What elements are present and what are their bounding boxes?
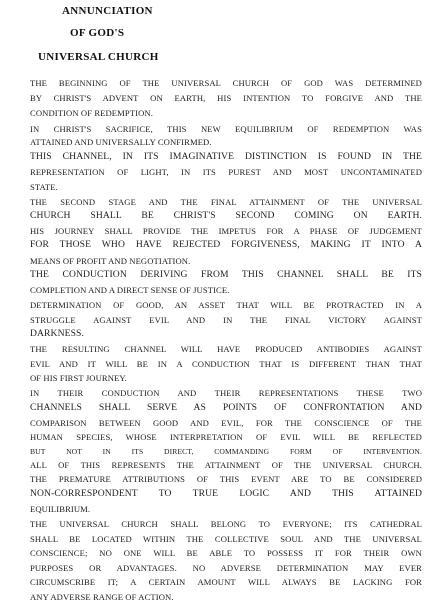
body-line: CHANNELS SHALL SERVE AS POINTS OF CONFRONTATION AND (30, 403, 422, 413)
body-line: THE UNIVERSAL CHURCH SHALL BELONG TO EVERYONE; ITS CATHEDRAL (30, 519, 422, 529)
body-line: THIS CHANNEL, IN ITS IMAGINATIVE DISTINCTION IS FOUND IN THE (30, 152, 422, 162)
body-line: BUT NOT IN ITS DIRECT, COMMANDING FORM OF INTERVENTION. (30, 447, 422, 456)
body-line: CONSCIENCE; NO ONE WILL BE ABLE TO POSSESS IT FOR THEIR OWN (30, 548, 422, 558)
title-line-2: OF GOD'S (70, 27, 125, 39)
body-line: ALL OF THIS REPRESENTS THE ATTAINMENT OF THE UNIVERSAL CHURCH. (30, 460, 422, 470)
body-line: EVIL AND IT WILL BE IN A CONDUCTION THAT IS DIFFERENT THAN THAT (30, 359, 422, 369)
body-line: THE PREMATURE ATTRIBUTIONS OF THIS EVENT ARE TO BE CONSIDERED (30, 474, 422, 484)
body-line: THE SECOND STAGE AND THE FINAL ATTAINMENT OF THE UNIVERSAL (30, 197, 422, 207)
body-line: CHURCH SHALL BE CHRIST'S SECOND COMING ON EARTH. (30, 211, 422, 221)
body-line: THE BEGINNING OF THE UNIVERSAL CHURCH OF GOD WAS DETERMINED (30, 78, 422, 88)
body-line: DARKNESS. (30, 329, 84, 339)
body-line: STRUGGLE AGAINST EVIL AND IN THE FINAL VICTORY AGAINST (30, 315, 422, 325)
body-line: MEANS OF PROFIT AND NEGOTIATION. (30, 256, 191, 266)
title-line-1: ANNUNCIATION (62, 5, 153, 17)
body-line: REPRESENTATION OF LIGHT, IN ITS PUREST AND MOST UNCONTAMINATED (30, 167, 422, 177)
body-line: DETERMINATION OF GOOD, AN ASSET THAT WILL BE PROTRACTED IN A (30, 300, 422, 310)
body-line: SHALL BE LOCATED WITHIN THE COLLECTIVE SOUL AND THE UNIVERSAL (30, 534, 422, 544)
body-line: THE CONDUCTION DERIVING FROM THIS CHANNEL SHALL BE ITS (30, 270, 422, 280)
body-line: NON-CORRESPONDENT TO TRUE LOGIC AND THIS ATTAINED (30, 489, 422, 499)
body-line: THE RESULTING CHANNEL WILL HAVE PRODUCED ANTIBODIES AGAINST (30, 344, 422, 354)
body-line: CIRCUMSCRIBE IT; A CERTAIN AMOUNT WILL ALWAYS BE LACKING FOR (30, 577, 422, 587)
body-line: HUMAN SPECIES, WHOSE INTERPRETATION OF EVIL WILL BE REFLECTED (30, 432, 422, 442)
body-line: IN CHRIST'S SACRIFICE, THIS NEW EQUILIBRIUM OF REDEMPTION WAS (30, 124, 422, 134)
body-line: FOR THOSE WHO HAVE REJECTED FORGIVENESS, MAKING IT INTO A (30, 240, 422, 250)
document-title (0, 0, 440, 70)
body-line: COMPLETION AND A DIRECT SENSE OF JUSTICE. (30, 285, 230, 295)
body-line: OF HIS FIRST JOURNEY. (30, 373, 127, 383)
title-line-3: UNIVERSAL CHURCH (38, 51, 159, 63)
body-line: BY CHRIST'S ADVENT ON EARTH, HIS INTENTION TO FORGIVE AND THE (30, 93, 422, 103)
body-line: STATE. (30, 182, 58, 192)
body-line: COMPARISON BETWEEN GOOD AND EVIL, FOR THE CONSCIENCE OF THE (30, 418, 422, 428)
body-line: IN THEIR CONDUCTION AND THEIR REPRESENTATIONS THESE TWO (30, 388, 422, 398)
body-line: ANY ADVERSE RANGE OF ACTION. (30, 592, 174, 602)
body-line: ATTAINED AND UNIVERSALLY CONFIRMED. (30, 137, 212, 147)
body-line: PURPOSES OR ADVANTAGES. NO ADVERSE DETERMINATION MAY EVER (30, 563, 422, 573)
body-line: EQUILIBRIUM. (30, 504, 91, 514)
body-line: HIS JOURNEY SHALL PROVIDE THE IMPETUS FOR A PHASE OF JUDGEMENT (30, 226, 422, 236)
body-line: CONDITION OF REDEMPTION. (30, 108, 153, 118)
